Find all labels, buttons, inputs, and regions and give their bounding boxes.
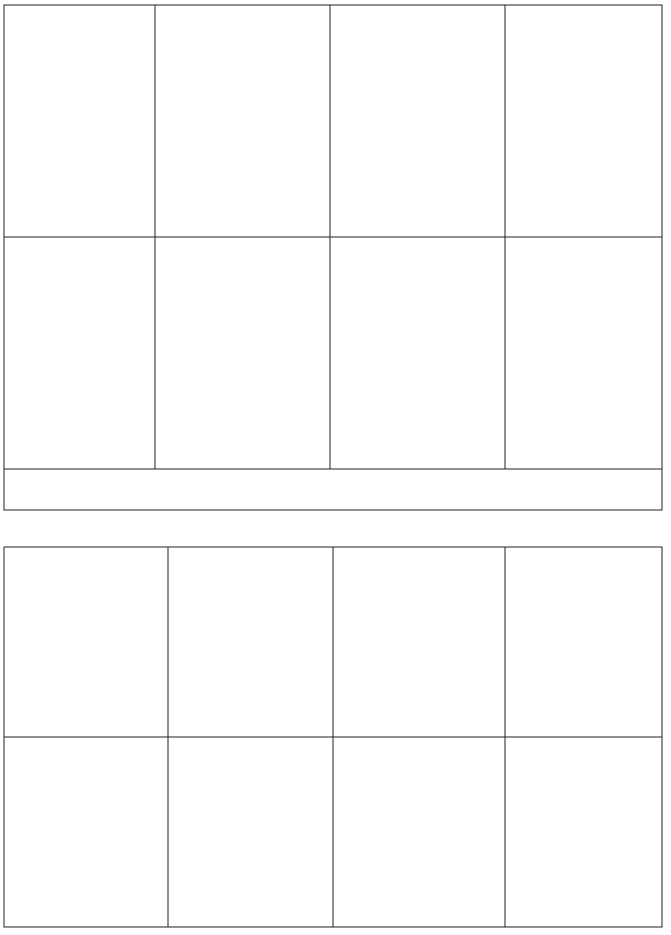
top-grid <box>4 5 662 510</box>
bottom-grid <box>4 547 662 927</box>
